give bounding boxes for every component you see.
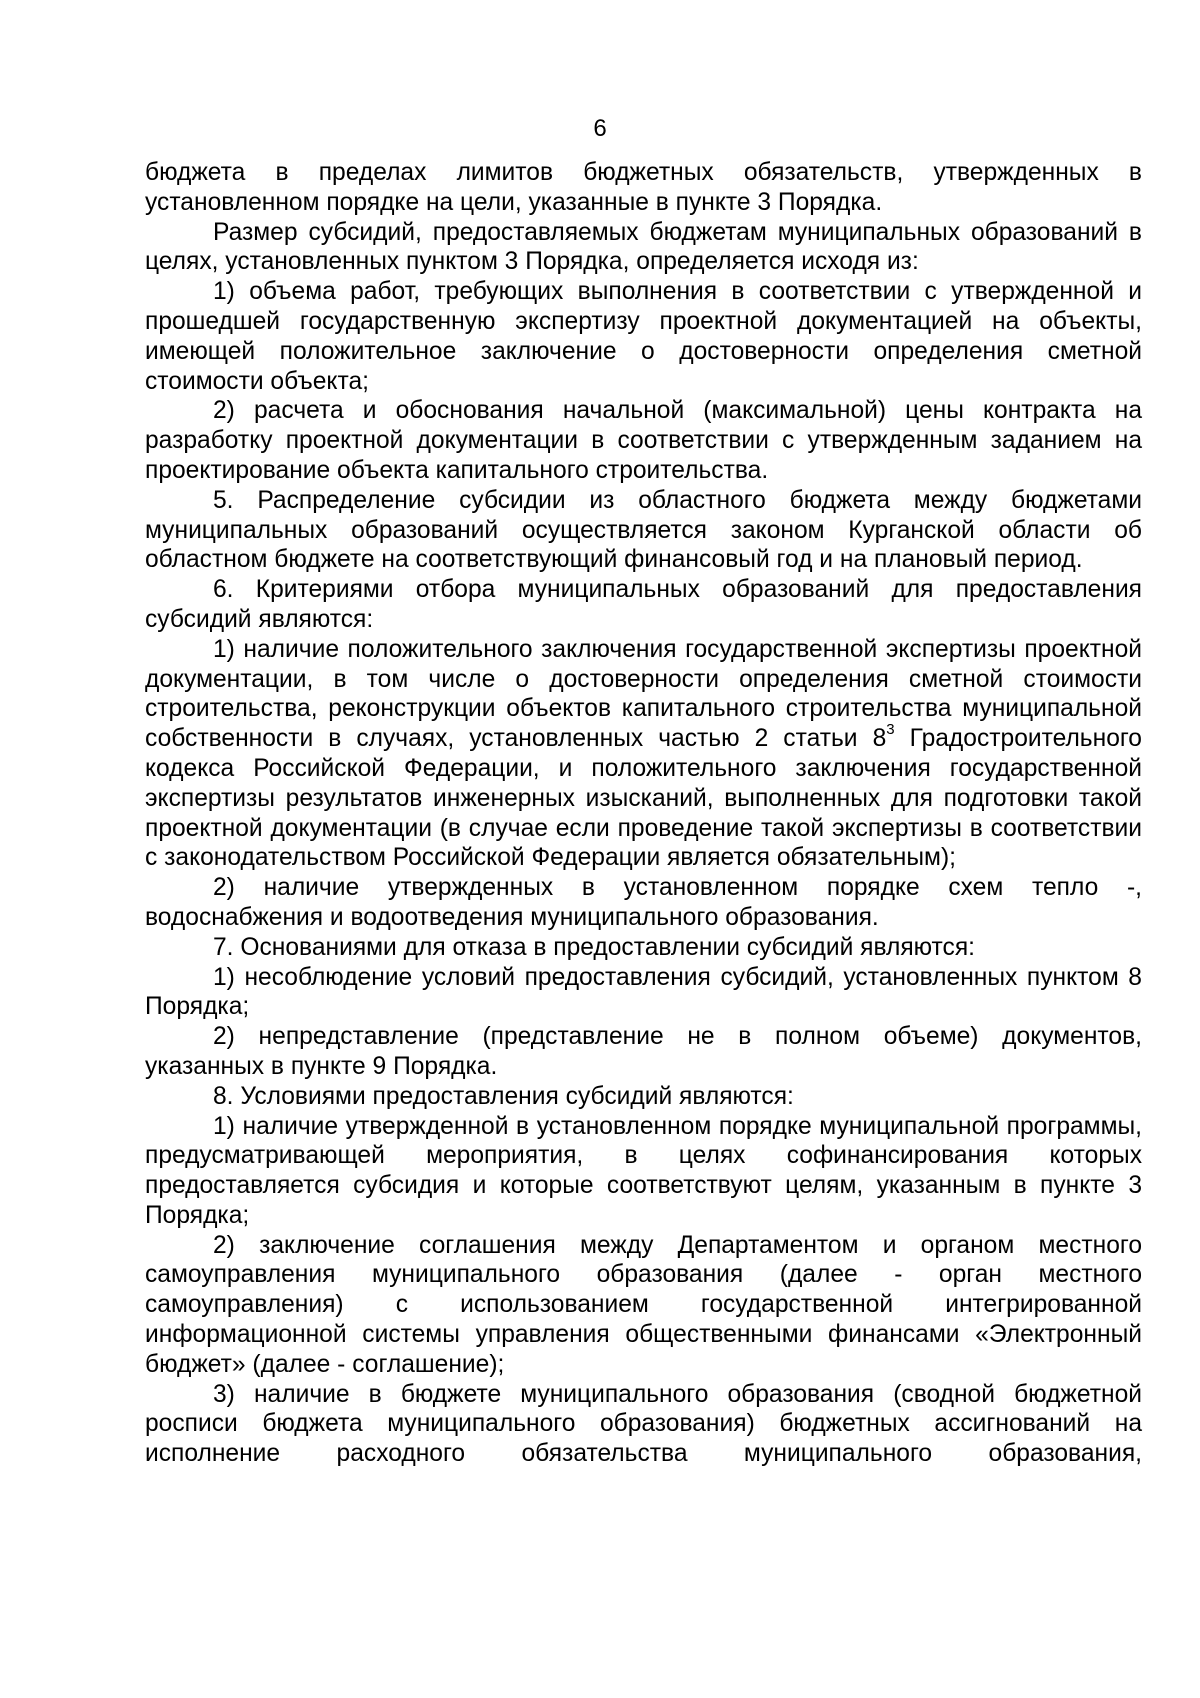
paragraph-subsidy-size: Размер субсидий, предоставляемых бюджетам муниципальных образований в целях, установленных пунктом 3 Порядка, определяется исходя из: <box>145 218 1142 276</box>
paragraph-condition-2-agreement: 2) заключение соглашения между Департаментом и органом местного самоуправления муниципального образования (далее - орган местного самоуправления) с использованием государственной интегрированной информационной системы управления общественными финансами «Электронный бюджет» (далее - соглашение); <box>145 1231 1142 1378</box>
paragraph-8-conditions: 8. Условиями предоставления субсидий являются: <box>213 1082 794 1110</box>
paragraph-6-selection-criteria: 6. Критериями отбора муниципальных образований для предоставления субсидий являются: <box>145 576 1142 633</box>
paragraph-refusal-1: 1) несоблюдение условий предоставления субсидий, установленных пунктом 8 Порядка; <box>145 963 1142 1021</box>
paragraph-condition-3-budget: 3) наличие в бюджете муниципального образования (сводной бюджетной росписи бюджета муниципального образования) бюджетных ассигнований на исполнение расходного обязательства муниципального образования, <box>145 1380 1142 1468</box>
paragraph-criterion-2-schemes: 2) наличие утвержденных в установленном порядке схем тепло -, водоснабжения и водоотведения муниципального образования. <box>145 874 1142 931</box>
paragraph-criterion-1-expertise <box>145 635 1142 873</box>
article-superscript: 3 <box>886 720 895 738</box>
paragraph-condition-1-program: 1) наличие утвержденной в установленном порядке муниципальной программы, предусматривающей мероприятия, в целях софинансирования которых предоставляется субсидия и которые соответствуют целям, указанным в пункте 3 Порядка; <box>145 1112 1142 1229</box>
criterion-1-text: 1) наличие положительного заключения государственной экспертизы проектной документации, в том числе о достоверности определения сметной стоимости строительства, реконструкции объектов капитального строительства муниципальной собственности в случаях, установленных частью 2 статьи 8 <box>145 635 1142 753</box>
paragraph-budget-limits: бюджета в пределах лимитов бюджетных обязательств, утвержденных в установленном порядке на цели, указанные в пункте 3 Порядка. <box>145 159 1142 216</box>
paragraph-item-2-price-calculation: 2) расчета и обоснования начальной (максимальной) цены контракта на разработку проектной документации в соответствии с утвержденным заданием на проектирование объекта капитального строительства. <box>145 397 1142 484</box>
paragraph-refusal-2: 2) непредставление (представление не в полном объеме) документов, указанных в пункте 9 Порядка. <box>145 1023 1142 1080</box>
document-body <box>145 158 1142 1469</box>
paragraph-item-1-work-volume: 1) объема работ, требующих выполнения в соответствии с утвержденной и прошедшей государственную экспертизу проектной документацией на объекты, имеющей положительное заключение о достоверности определения сметной стоимости объекта; <box>145 278 1142 395</box>
paragraph-5-distribution: 5. Распределение субсидии из областного бюджета между бюджетами муниципальных образований осуществляется законом Курганской области об областном бюджете на соответствующий финансовый год и на плановый период. <box>145 486 1142 574</box>
page-number: 6 <box>593 115 607 142</box>
paragraph-7-refusal-grounds: 7. Основаниями для отказа в предоставлении субсидий являются: <box>213 933 975 961</box>
criterion-1-text-continued: Градостроительного кодекса Российской Федерации, и положительного заключения государственной экспертизы результатов инженерных изысканий, выполненных для подготовки такой проектной документации (в случае если проведение такой экспертизы в соответствии с законодательством Российской Федерации является обязательным); <box>145 725 1142 872</box>
